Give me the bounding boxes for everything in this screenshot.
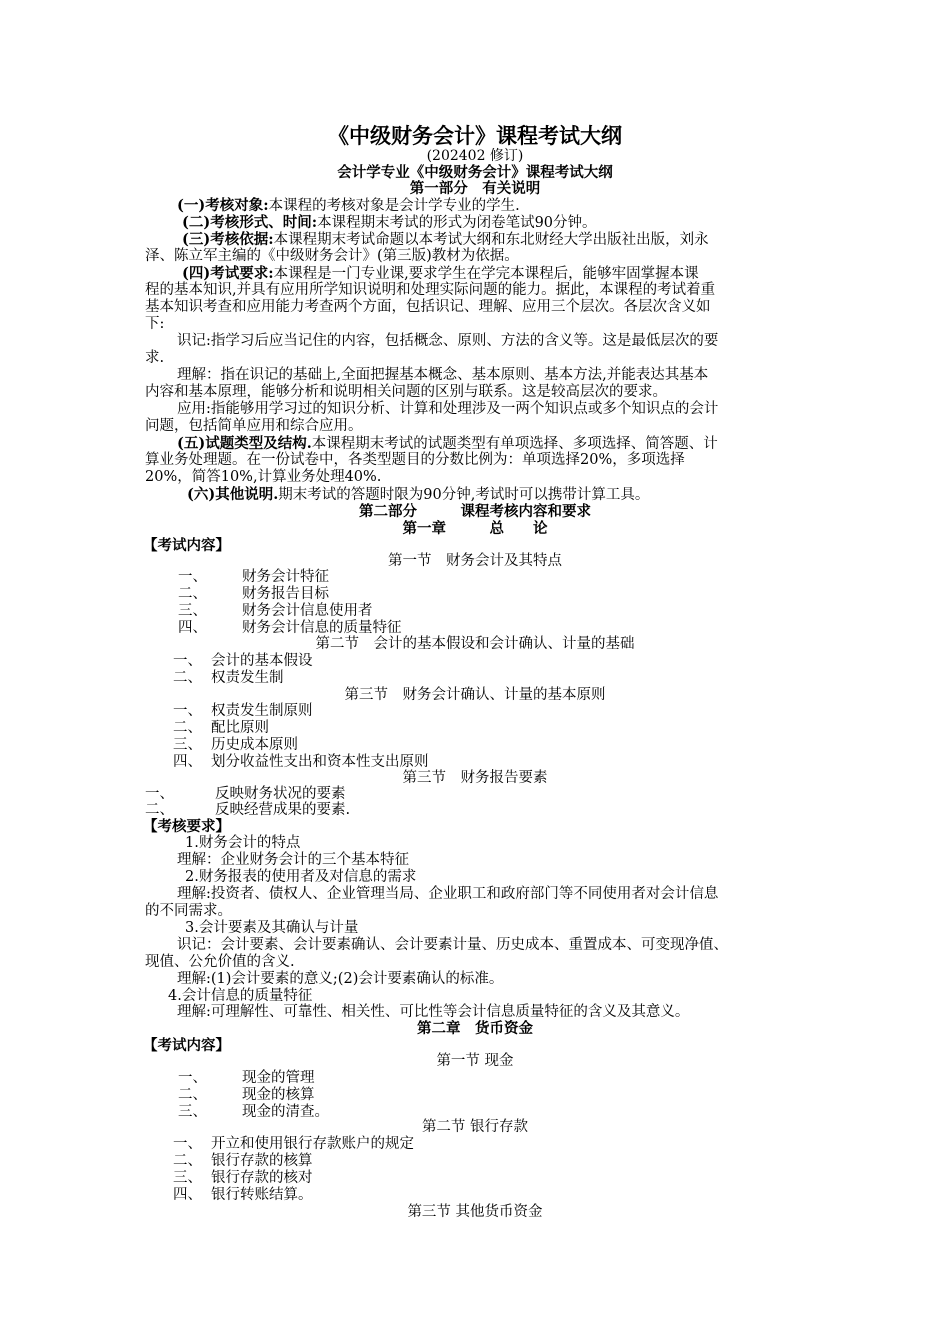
list-item-text: 现金的管理 xyxy=(242,1070,315,1086)
ch1-req-label: 【考核要求】 xyxy=(143,818,230,835)
list-item-number: 三、 xyxy=(173,737,202,753)
shiji-line2: 求. xyxy=(145,350,165,366)
list-item xyxy=(173,1136,414,1153)
ch1-sec1-title: 第一节 财务会计及其特点 xyxy=(388,553,562,569)
req-r3a: 识记：会计要素、会计要素确认、会计要素计量、历史成本、重置成本、可变现净值、 xyxy=(177,937,728,953)
ch2-content-label: 【考试内容】 xyxy=(143,1037,230,1054)
part1-p3 xyxy=(182,231,709,249)
ch1-sec3-title: 第三节 财务会计确认、计量的基本原则 xyxy=(344,687,606,703)
list-item-text: 财务会计信息使用者 xyxy=(242,603,373,619)
list-item-text: 权责发生制 xyxy=(211,670,284,686)
list-item-number: 一、 xyxy=(173,703,202,719)
req-r3: 3.会计要素及其确认与计量 xyxy=(185,920,359,936)
yingyong-line2: 问题，包括简单应用和综合应用。 xyxy=(145,418,363,434)
list-item-number: 二、 xyxy=(173,670,202,686)
list-item xyxy=(173,1170,313,1187)
p3-label: (三)考核依据: xyxy=(182,231,274,248)
lijie-line1: 理解：指在识记的基础上,全面把握基本概念、基本原则、基本方法,并能表达其基本 xyxy=(177,367,709,383)
req-r1: 1.财务会计的特点 xyxy=(185,835,301,851)
p2-label: (二)考核形式、时间: xyxy=(182,214,318,231)
ch2-sec1-title: 第一节 现金 xyxy=(436,1053,514,1069)
p1-label: (一)考核对象: xyxy=(177,197,269,214)
req-r4: 4.会计信息的质量特征 xyxy=(168,988,313,1004)
req-r2b: 的不同需求。 xyxy=(145,903,232,919)
list-item-number: 一、 xyxy=(173,1136,202,1152)
part1-p1 xyxy=(177,197,520,215)
list-item-number: 二、 xyxy=(145,802,174,818)
ch1-sec4-title: 第三节 财务报告要素 xyxy=(402,770,548,786)
req-r3c: 理解:(1)会计要素的意义;(2)会计要素确认的标准。 xyxy=(177,971,504,987)
list-item xyxy=(178,1070,315,1087)
list-item xyxy=(173,653,313,670)
p4-label: (四)考试要求: xyxy=(182,265,274,282)
ch1-content-label: 【考试内容】 xyxy=(143,537,230,554)
part1-p5-line3: 20%，简答10%,计算业务处理40%. xyxy=(145,469,382,485)
doc-subtitle: 会计学专业《中级财务会计》课程考试大纲 xyxy=(337,164,613,181)
list-item-number: 四、 xyxy=(173,1187,202,1203)
ch2-sec2-title: 第二节 银行存款 xyxy=(421,1119,529,1135)
part1-p6 xyxy=(187,486,649,504)
list-item xyxy=(178,569,329,586)
list-item xyxy=(173,1187,313,1204)
part1-p4-line4: 下: xyxy=(145,316,165,332)
list-item xyxy=(145,802,350,819)
list-item-number: 一、 xyxy=(178,569,207,585)
list-item xyxy=(173,1153,313,1170)
list-item-number: 三、 xyxy=(178,603,207,619)
part1-p4-line3: 基本知识考查和应用能力考查两个方面，包括识记、理解、应用三个层次。各层次含义如 xyxy=(145,299,711,315)
part1-p5 xyxy=(177,435,718,453)
part1-p3-line2: 泽、陈立军主编的《中级财务会计》(第三版)教材为依据。 xyxy=(145,248,519,264)
part1-p5-line2: 算业务处理题。在一份试卷中，各类型题目的分数比例为：单项选择20%，多项选择 xyxy=(145,452,685,468)
lijie-line2: 内容和基本原理，能够分析和说明相关问题的区别与联系。这是较高层次的要求。 xyxy=(145,384,667,400)
req-r2a: 理解:投资者、债权人、企业管理当局、企业职工和政府部门等不同使用者对会计信息 xyxy=(177,886,719,902)
p2-text: 本课程期末考试的形式为闭卷笔试90分钟。 xyxy=(317,215,597,231)
list-item xyxy=(173,737,298,754)
p1-text: 本课程的考核对象是会计学专业的学生. xyxy=(268,198,520,214)
list-item-text: 财务报告目标 xyxy=(242,586,329,602)
list-item-number: 二、 xyxy=(173,1153,202,1169)
list-item xyxy=(173,754,429,771)
list-item-text: 现金的清查。 xyxy=(242,1104,329,1120)
list-item-text: 配比原则 xyxy=(211,720,269,736)
p6-text: 期末考试的答题时限为90分钟,考试时可以携带计算工具。 xyxy=(278,487,650,503)
list-item-number: 三、 xyxy=(173,1170,202,1186)
list-item-number: 二、 xyxy=(178,1087,207,1103)
ch2-heading: 第二章 货币资金 xyxy=(417,1020,533,1037)
list-item-text: 银行存款的核对 xyxy=(211,1170,313,1186)
doc-title: 《中级财务会计》课程考试大纲 xyxy=(328,123,622,148)
list-item xyxy=(178,1087,315,1104)
p4-text: 本课程是一门专业课,要求学生在学完本课程后，能够牢固掌握本课 xyxy=(273,266,699,282)
list-item xyxy=(173,670,284,687)
list-item-number: 一、 xyxy=(173,653,202,669)
req-r4a: 理解:可理解性、可靠性、相关性、可比性等会计信息质量特征的含义及其意义。 xyxy=(177,1004,690,1020)
part1-p4 xyxy=(182,265,699,283)
list-item xyxy=(178,586,329,603)
ch2-sec3-title: 第三节 其他货币资金 xyxy=(407,1204,543,1220)
list-item xyxy=(173,720,269,737)
list-item-text: 会计的基本假设 xyxy=(211,653,313,669)
list-item xyxy=(178,603,373,620)
list-item xyxy=(178,620,402,637)
list-item-number: 一、 xyxy=(145,786,174,802)
part2-heading: 第二部分 课程考核内容和要求 xyxy=(359,503,591,520)
list-item-text: 反映经营成果的要素. xyxy=(215,802,351,818)
list-item xyxy=(145,786,346,803)
list-item-text: 银行转账结算。 xyxy=(211,1187,313,1203)
list-item-text: 财务会计信息的质量特征 xyxy=(242,620,402,636)
p3-text: 本课程期末考试命题以本考试大纲和东北财经大学出版社出版，刘永 xyxy=(273,232,709,248)
doc-revision: (202402 修订) xyxy=(426,148,524,164)
shiji-line1: 识记:指学习后应当记住的内容，包括概念、原则、方法的含义等。这是最低层次的要 xyxy=(177,333,719,349)
list-item-text: 权责发生制原则 xyxy=(211,703,313,719)
p6-label: (六)其他说明. xyxy=(187,486,279,503)
list-item-text: 现金的核算 xyxy=(242,1087,315,1103)
ch1-sec2-title: 第二节 会计的基本假设和会计确认、计量的基础 xyxy=(315,636,635,652)
part1-p2 xyxy=(182,214,597,232)
list-item-number: 一、 xyxy=(178,1070,207,1086)
list-item-number: 二、 xyxy=(173,720,202,736)
list-item-number: 四、 xyxy=(173,754,202,770)
part1-heading: 第一部分 有关说明 xyxy=(409,180,541,197)
list-item xyxy=(173,703,313,720)
list-item-text: 历史成本原则 xyxy=(211,737,298,753)
list-item-number: 四、 xyxy=(178,620,207,636)
list-item-text: 开立和使用银行存款账户的规定 xyxy=(211,1136,414,1152)
req-r2: 2.财务报表的使用者及对信息的需求 xyxy=(185,869,417,885)
req-r3b: 现值、公允价值的含义. xyxy=(145,954,295,970)
list-item-text: 银行存款的核算 xyxy=(211,1153,313,1169)
part1-p4-line2: 程的基本知识,并具有应用所学知识说明和处理实际问题的能力。据此，本课程的考试着重 xyxy=(145,282,716,298)
yingyong-line1: 应用:指能够用学习过的知识分析、计算和处理涉及一两个知识点或多个知识点的会计 xyxy=(177,401,719,417)
list-item-number: 二、 xyxy=(178,586,207,602)
p5-label: (五)试题类型及结构. xyxy=(177,435,312,452)
req-r1a: 理解：企业财务会计的三个基本特征 xyxy=(177,852,409,868)
list-item-text: 财务会计特征 xyxy=(242,569,329,585)
p5-text: 本课程期末考试的试题类型有单项选择、多项选择、简答题、计 xyxy=(311,436,718,452)
list-item-text: 反映财务状况的要素 xyxy=(215,786,346,802)
list-item-text: 划分收益性支出和资本性支出原则 xyxy=(211,754,429,770)
list-item-number: 三、 xyxy=(178,1104,207,1120)
ch1-heading: 第一章 总 论 xyxy=(402,520,548,537)
